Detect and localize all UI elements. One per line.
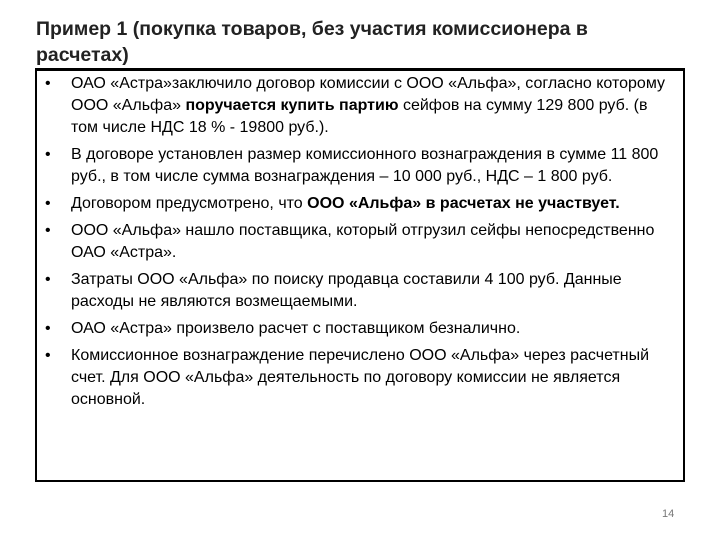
bullet-item: [43, 318, 675, 340]
bullet-list: [43, 73, 675, 411]
bullet-text: ООО «Альфа» нашло поставщика, который отгрузил сейфы непосредственно ОАО «Астра».: [71, 222, 655, 261]
bullet-text: В договоре установлен размер комиссионного вознаграждения в сумме 11 800 руб., в том числе сумма вознаграждения – 10 000 руб., НДС – 1 800 руб.: [71, 146, 659, 185]
bullet-dot-icon: •: [45, 222, 51, 239]
bullet-text-bold: ООО «Альфа» в расчетах не участвует.: [307, 195, 620, 212]
bullet-item: [43, 73, 675, 139]
bullet-text: ОАО «Астра»заключило договор комиссии с ООО «Альфа», согласно которому ООО «Альфа»: [71, 75, 665, 114]
bullet-text: ОАО «Астра» произвело расчет с поставщиком безналично.: [71, 320, 521, 337]
bullet-dot-icon: •: [45, 320, 51, 337]
slide-title: Пример 1 (покупка товаров, без участия комиссионера в расчетах): [36, 18, 588, 66]
bullet-item: [43, 220, 675, 264]
bullet-text: сейфов на сумму 129 800 руб. (в том числе НДС 18 % - 19800 руб.).: [71, 97, 648, 136]
bullet-item: [43, 345, 675, 411]
bullet-dot-icon: •: [45, 146, 51, 163]
bullet-dot-icon: •: [45, 75, 51, 92]
bullet-dot-icon: •: [45, 347, 51, 364]
content-box: [35, 68, 685, 482]
bullet-text: Затраты ООО «Альфа» по поиску продавца составили 4 100 руб. Данные расходы не являются возмещаемыми.: [71, 271, 622, 310]
bullet-text: Договором предусмотрено, что: [71, 195, 308, 212]
bullet-item: [43, 269, 675, 313]
bullet-text: Комиссионное вознаграждение перечислено ООО «Альфа» через расчетный счет. Для ООО «Альфа» деятельность по договору комиссии не является основной.: [71, 347, 650, 408]
bullet-item: [43, 144, 675, 188]
page-number: 14: [662, 508, 675, 520]
bullet-dot-icon: •: [45, 195, 51, 212]
bullet-text-bold: поручается купить партию: [185, 97, 399, 114]
bullet-dot-icon: •: [45, 271, 51, 288]
bullet-item: [43, 193, 675, 215]
